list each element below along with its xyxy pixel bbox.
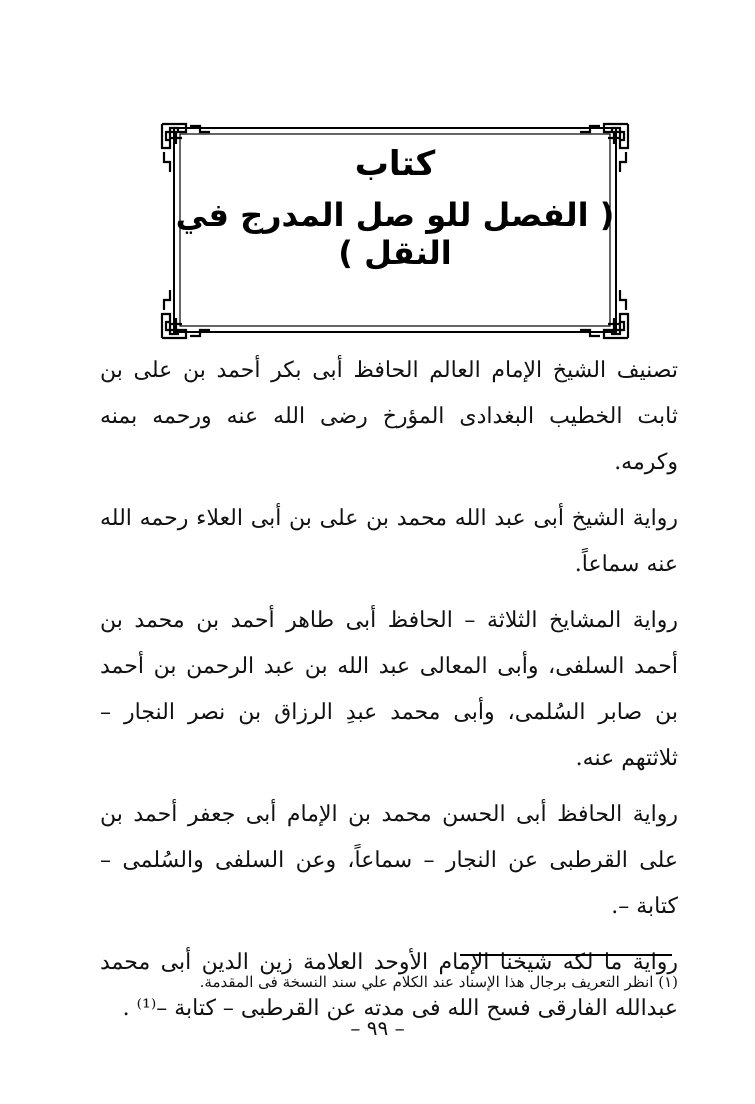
paragraph-author: تصنيف الشيخ الإمام العالم الحافظ أبى بكر أحمد بن على بن ثابت الخطيب البغدادى المؤرخ رضى الله عنه ورحمه بمنه وكرمه. [100, 358, 678, 475]
page-number: – ٩٩ – [350, 1016, 405, 1040]
body-text [100, 348, 678, 1042]
paragraph-narration-4: رواية ما لكه شيخنا الإمام الأوحد العلامة زين الدين أبى محمد عبدالله الفارقى فسح الله فى مدته عن القرطبى – كتابة –⁽¹⁾ . [100, 950, 678, 1021]
book-title: ( الفصل للو صل المدرج في النقل ) [175, 196, 615, 272]
title-frame [160, 122, 630, 340]
book-label: كتاب [354, 144, 436, 184]
paragraph-narration-3: رواية الحافظ أبى الحسن محمد بن الإمام أبى جعفر أحمد بن على القرطبى عن النجار – سماعاً، وعن السلفى والسُلمى – كتابة –. [100, 802, 678, 919]
paragraph-narration-2: رواية المشايخ الثلاثة – الحافظ أبى طاهر أحمد بن محمد بن أحمد السلفى، وأبى المعالى عبد الله بن عبد الرحمن بن أحمد بن صابر السُلمى، وأبى محمد عبدِ الرزاق بن نصر النجار – ثلاثتهم عنه. [100, 608, 679, 771]
paragraph-narration-1: رواية الشيخ أبى عبد الله محمد بن على بن أبى العلاء رحمه الله عنه سماعاً. [100, 506, 678, 577]
footnote-divider [460, 954, 672, 956]
footnote: (١) انظر التعريف برجال هذا الإسناد عند الكلام علي سند النسخة فى المقدمة. [199, 973, 678, 991]
